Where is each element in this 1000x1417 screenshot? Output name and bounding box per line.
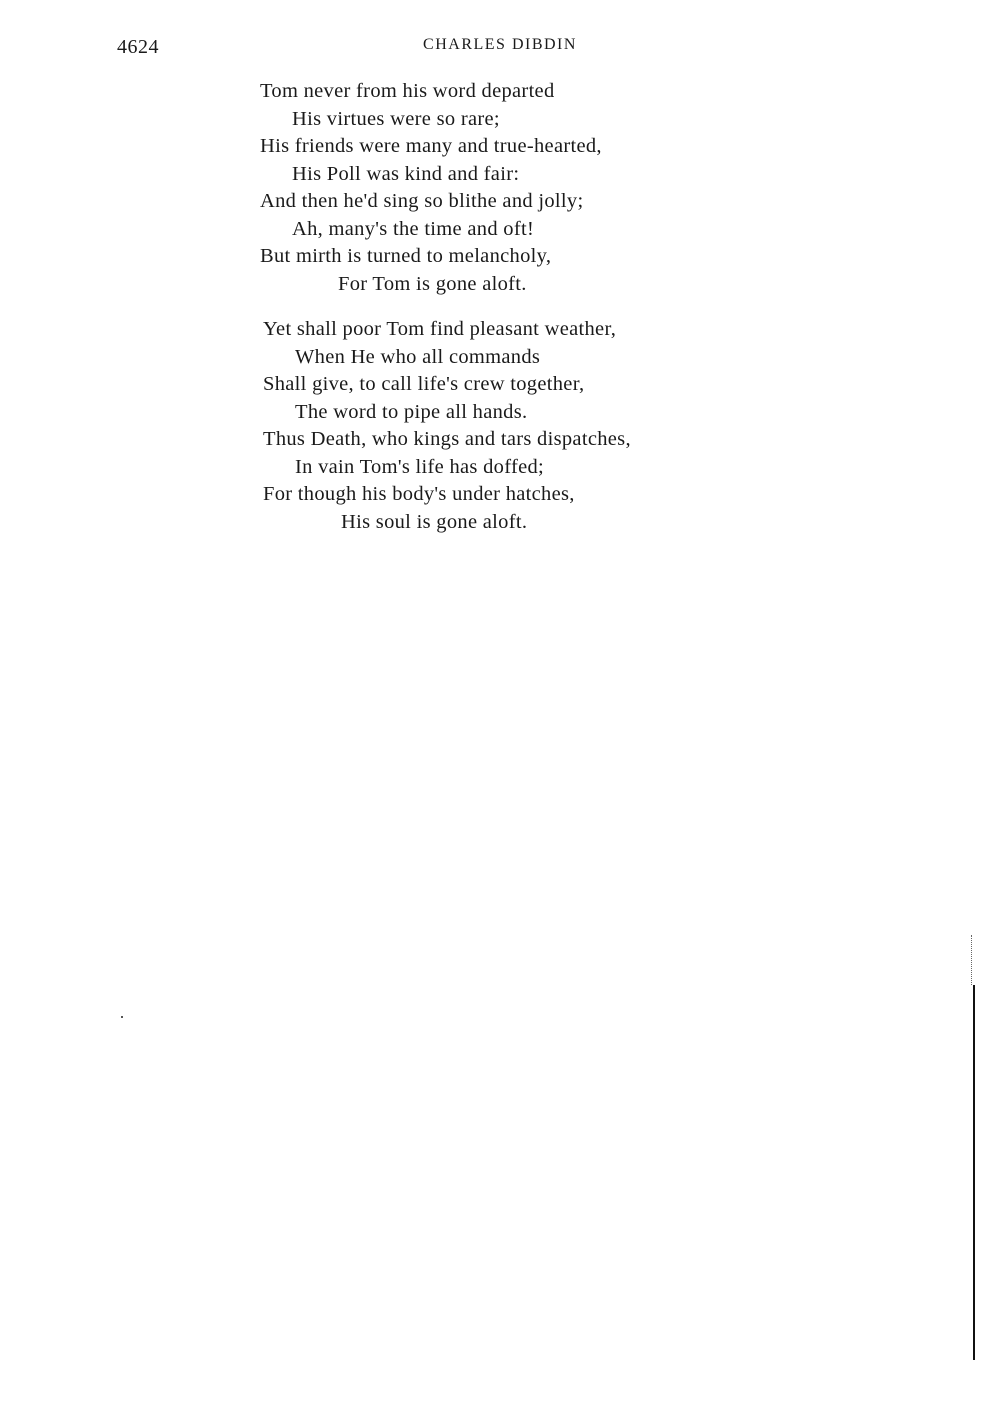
- verse-line: His Poll was kind and fair:: [292, 162, 520, 185]
- verse-line: Yet shall poor Tom find pleasant weather,: [263, 318, 617, 340]
- verse-line: And then he'd sing so blithe and jolly;: [260, 190, 584, 212]
- page-number: 4624: [117, 36, 159, 58]
- verse-line: Shall give, to call life's crew together,: [263, 373, 585, 395]
- verse-line: When He who all commands: [295, 345, 541, 368]
- verse-line: Tom never from his word departed: [260, 80, 555, 102]
- stanza-2: [263, 316, 631, 536]
- verse-line: For though his body's under hatches,: [263, 483, 575, 505]
- running-head: CHARLES DIBDIN: [423, 36, 577, 53]
- stanza-1: [260, 78, 602, 298]
- verse-line: Ah, many's the time and oft!: [292, 217, 535, 240]
- verse-line: His friends were many and true-hearted,: [260, 135, 602, 157]
- verse-line: His soul is gone aloft.: [341, 510, 528, 533]
- verse-line: The word to pipe all hands.: [295, 400, 528, 423]
- verse-line: Thus Death, who kings and tars dispatches,: [263, 428, 631, 450]
- scan-edge-shadow: [973, 985, 975, 1360]
- scan-speck: [121, 1016, 123, 1018]
- verse-line: His virtues were so rare;: [292, 107, 500, 130]
- verse-line: But mirth is turned to melancholy,: [260, 245, 552, 267]
- verse-line: In vain Tom's life has doffed;: [295, 455, 545, 478]
- scan-edge-dots: [971, 935, 973, 985]
- verse-line: For Tom is gone aloft.: [338, 272, 527, 295]
